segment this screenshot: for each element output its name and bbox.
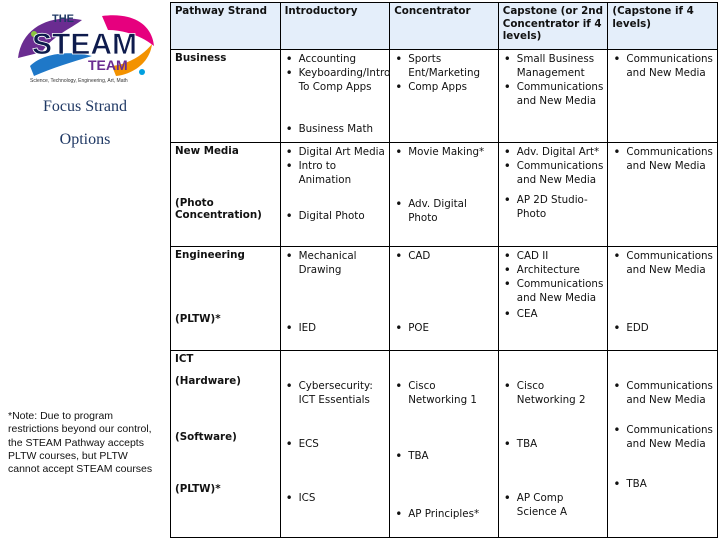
logo-the-text: THE bbox=[52, 13, 74, 25]
list-item: • Business Math bbox=[299, 122, 386, 136]
list-item: • TBA bbox=[408, 449, 494, 463]
focus-options-title: Options bbox=[59, 131, 111, 148]
header-concentrator: Concentrator bbox=[390, 3, 499, 50]
list-item: • Small Business Management bbox=[517, 52, 604, 80]
table-row-new-media bbox=[171, 142, 718, 246]
list-item: • Comp Apps bbox=[408, 80, 494, 94]
table-row-engineering bbox=[171, 246, 718, 350]
list-item: • Intro to Animation bbox=[299, 159, 386, 187]
strand-ict-software: (Software) bbox=[175, 431, 237, 444]
list-item: • Adv. Digital Art* bbox=[517, 145, 604, 159]
list-item: • Communications and New Media bbox=[626, 145, 713, 173]
list-item: • Keyboarding/Intro To Comp Apps bbox=[299, 66, 386, 94]
table-row-ict bbox=[171, 351, 718, 538]
header-capstone-4: (Capstone if 4 levels) bbox=[608, 3, 718, 50]
list-item: • AP 2D Studio-Photo bbox=[517, 193, 604, 221]
list-item: • Sports Ent/Marketing bbox=[408, 52, 494, 80]
list-item: • Communications and New Media bbox=[626, 379, 713, 407]
list-item: • Digital Photo bbox=[299, 209, 386, 223]
list-item: • Communications and New Media bbox=[517, 277, 604, 305]
list-item: • Movie Making* bbox=[408, 145, 494, 159]
header-introductory: Introductory bbox=[280, 3, 390, 50]
strand-photo-concentration: (Photo Concentration) bbox=[175, 196, 262, 221]
focus-strand-title: Focus Strand bbox=[43, 98, 127, 115]
list-item: • CAD bbox=[408, 249, 494, 263]
table-row-business bbox=[171, 50, 718, 142]
list-item: • Cybersecurity: ICT Essentials bbox=[299, 379, 386, 407]
logo-tagline: Science, Technology, Engineering, Art, Math bbox=[30, 78, 128, 84]
strand-ict: ICT bbox=[175, 353, 194, 366]
table-header-row bbox=[171, 3, 718, 50]
list-item: • POE bbox=[408, 321, 494, 335]
logo-team-text: TEAM bbox=[88, 57, 128, 73]
strand-engineering-pltw: (PLTW)* bbox=[175, 312, 221, 325]
strand-business: Business bbox=[175, 52, 227, 65]
list-item: • AP Principles* bbox=[408, 507, 494, 521]
list-item: • Cisco Networking 1 bbox=[408, 379, 494, 407]
strand-ict-hardware: (Hardware) bbox=[175, 375, 241, 388]
list-item: • Mechanical Drawing bbox=[299, 249, 386, 277]
list-item: • EDD bbox=[626, 321, 713, 335]
header-pathway-strand: Pathway Strand bbox=[171, 3, 281, 50]
steam-team-logo bbox=[12, 6, 162, 86]
list-item: • Cisco Networking 2 bbox=[517, 379, 604, 407]
list-item: • Digital Art Media bbox=[299, 145, 386, 159]
list-item: • Accounting bbox=[299, 52, 386, 66]
list-item: • IED bbox=[299, 321, 386, 335]
strand-new-media: New Media bbox=[175, 144, 239, 157]
list-item: • CAD II bbox=[517, 249, 604, 263]
list-item: • Communications and New Media bbox=[626, 423, 713, 451]
list-item: • TBA bbox=[626, 477, 713, 491]
list-item: • Communications and New Media bbox=[626, 52, 713, 80]
list-item: • Communications and New Media bbox=[517, 80, 604, 108]
list-item: • Communications and New Media bbox=[626, 249, 713, 277]
list-item: • TBA bbox=[517, 437, 604, 451]
list-item: • Communications and New Media bbox=[517, 159, 604, 187]
list-item: • CEA bbox=[517, 307, 604, 321]
logo-steam-text: STEAM bbox=[32, 28, 137, 61]
list-item: • ECS bbox=[299, 437, 386, 451]
header-capstone-2nd: Capstone (or 2nd Concentrator if 4 levels) bbox=[498, 3, 608, 50]
pathway-table bbox=[170, 2, 718, 538]
list-item: • Architecture bbox=[517, 263, 604, 277]
pltw-note: *Note: Due to program restrictions beyond our control, the STEAM Pathway accepts PLTW courses, but PLTW cannot accept STEAM courses bbox=[8, 410, 153, 476]
strand-ict-pltw: (PLTW)* bbox=[175, 483, 221, 496]
strand-engineering: Engineering bbox=[175, 248, 245, 261]
list-item: • AP Comp Science A bbox=[517, 491, 604, 519]
list-item: • ICS bbox=[299, 491, 386, 505]
list-item: • Adv. Digital Photo bbox=[408, 197, 494, 225]
